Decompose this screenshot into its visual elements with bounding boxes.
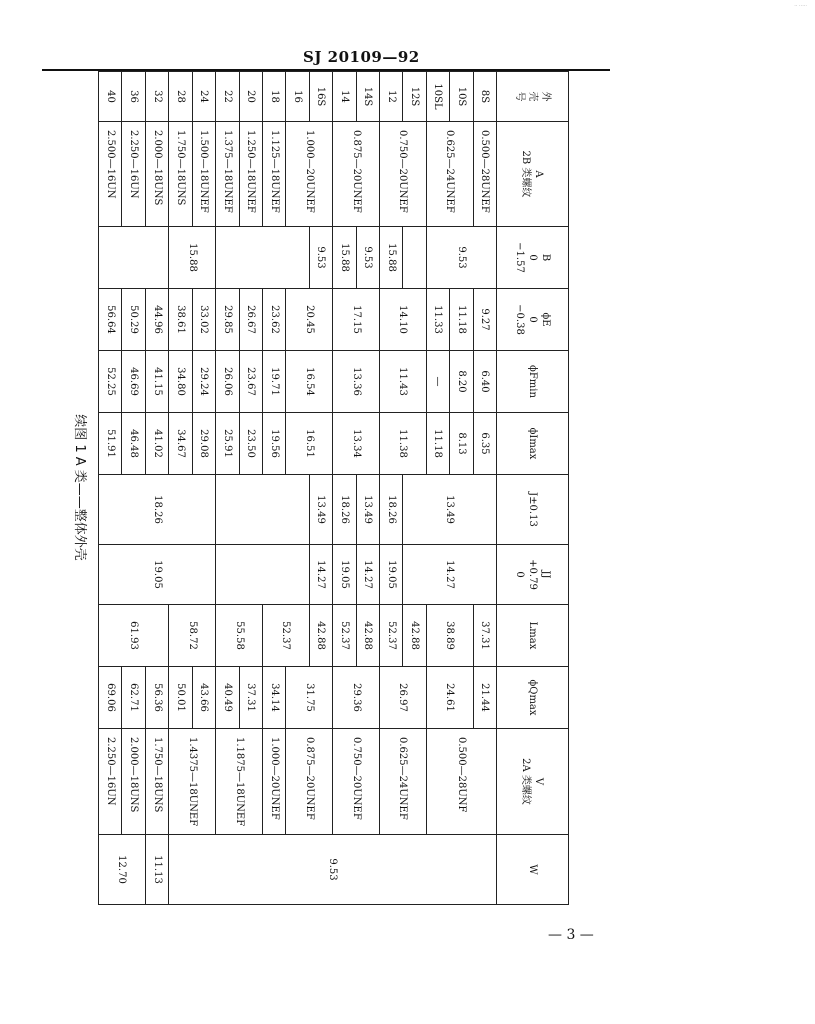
cell-shell: 28 bbox=[169, 72, 192, 122]
cell-w: 11.13 bbox=[145, 835, 168, 905]
cell-shell: 24 bbox=[192, 72, 215, 122]
cell-v: 2.000—18UNS bbox=[122, 729, 145, 835]
cell-l: 42.88 bbox=[356, 605, 379, 667]
cell-shell: 18 bbox=[262, 72, 285, 122]
table-row bbox=[192, 72, 215, 905]
cell-shell: 10S bbox=[450, 72, 473, 122]
cell-shell: 12S bbox=[403, 72, 426, 122]
header-B: B 0 −1.57 bbox=[497, 227, 569, 289]
cell-q: 34.14 bbox=[262, 667, 285, 729]
cell-i: 51.91 bbox=[99, 413, 123, 475]
cell-f: 13.36 bbox=[333, 351, 380, 413]
cell-e: 56.64 bbox=[99, 289, 123, 351]
cell-jj: 14.27 bbox=[356, 545, 379, 605]
table-row bbox=[356, 72, 379, 905]
cell-q: 56.36 bbox=[145, 667, 168, 729]
header-Qmax: ϕQmax bbox=[497, 667, 569, 729]
cell-l: 52.37 bbox=[333, 605, 356, 667]
cell-v: 0.875—20UNEF bbox=[286, 729, 333, 835]
cell-f: 29.24 bbox=[192, 351, 215, 413]
cell-shell: 32 bbox=[145, 72, 168, 122]
header-JJ: JJ +0.79 0 bbox=[497, 545, 569, 605]
cell-b: 9.53 bbox=[309, 227, 332, 289]
page-number: — 3 — bbox=[548, 927, 594, 943]
cell-q: 40.49 bbox=[216, 667, 239, 729]
cell-e: 11.18 bbox=[450, 289, 473, 351]
cell-jj: 14.27 bbox=[403, 545, 497, 605]
cell-i: 11.18 bbox=[426, 413, 449, 475]
cell-v: 0.625—24UNEF bbox=[379, 729, 426, 835]
cell-e: 26.67 bbox=[239, 289, 262, 351]
cell-f: 23.67 bbox=[239, 351, 262, 413]
corner-mark: ·· ····· bbox=[794, 3, 807, 9]
cell-l: 38.89 bbox=[426, 605, 473, 667]
cell-j: 18.26 bbox=[99, 475, 216, 545]
cell-i: 29.08 bbox=[192, 413, 215, 475]
cell-e: 14.10 bbox=[379, 289, 426, 351]
cell-a: 2.500—16UN bbox=[99, 122, 123, 227]
header-row bbox=[497, 72, 569, 905]
cell-v: 1.1875—18UNEF bbox=[216, 729, 263, 835]
cell-shell: 22 bbox=[216, 72, 239, 122]
cell-i: 13.34 bbox=[333, 413, 380, 475]
cell-l: 52.37 bbox=[379, 605, 402, 667]
rotated-table-wrapper bbox=[59, 71, 569, 904]
cell-a: 1.500—18UNEF bbox=[192, 122, 215, 227]
cell-jj: 19.05 bbox=[333, 545, 356, 605]
cell-v: 1.4375—18UNEF bbox=[169, 729, 216, 835]
cell-i: 8.13 bbox=[450, 413, 473, 475]
cell-j: 13.49 bbox=[309, 475, 332, 545]
header-E: ϕE 0 −0.38 bbox=[497, 289, 569, 351]
cell-e: 11.33 bbox=[426, 289, 449, 351]
cell-shell: 40 bbox=[99, 72, 123, 122]
cell-shell: 16 bbox=[286, 72, 309, 122]
cell-j: 13.49 bbox=[356, 475, 379, 545]
cell-i: 16.51 bbox=[286, 413, 333, 475]
header-A: A 2B 类螺纹 bbox=[497, 122, 569, 227]
cell-e: 23.62 bbox=[262, 289, 285, 351]
cell-f: 26.06 bbox=[216, 351, 239, 413]
cell-l: 61.93 bbox=[99, 605, 169, 667]
cell-e: 50.29 bbox=[122, 289, 145, 351]
cell-a: 1.125—18UNEF bbox=[262, 122, 285, 227]
cell-l: 55.58 bbox=[216, 605, 263, 667]
cell-a: 1.375—18UNEF bbox=[216, 122, 239, 227]
cell-jj bbox=[216, 545, 310, 605]
cell-f: 16.54 bbox=[286, 351, 333, 413]
cell-a: 2.250—16UN bbox=[122, 122, 145, 227]
cell-l: 58.72 bbox=[169, 605, 216, 667]
cell-j: 18.26 bbox=[333, 475, 356, 545]
cell-a: 0.500—28UNEF bbox=[473, 122, 496, 227]
cell-shell: 8S bbox=[473, 72, 496, 122]
cell-f: 52.25 bbox=[99, 351, 123, 413]
cell-l: 52.37 bbox=[262, 605, 309, 667]
table-row bbox=[309, 72, 332, 905]
cell-e: 29.85 bbox=[216, 289, 239, 351]
cell-a: 0.750—20UNEF bbox=[379, 122, 426, 227]
cell-q: 21.44 bbox=[473, 667, 496, 729]
header-W: W bbox=[497, 835, 569, 905]
cell-w: 9.53 bbox=[169, 835, 497, 905]
cell-a: 1.750—18UNS bbox=[169, 122, 192, 227]
cell-a: 0.875—20UNEF bbox=[333, 122, 380, 227]
cell-shell: 20 bbox=[239, 72, 262, 122]
cell-q: 29.36 bbox=[333, 667, 380, 729]
cell-f: 41.15 bbox=[145, 351, 168, 413]
cell-a: 2.000—18UNS bbox=[145, 122, 168, 227]
cell-i: 34.67 bbox=[169, 413, 192, 475]
cell-a: 1.000—20UNEF bbox=[286, 122, 333, 227]
cell-q: 26.97 bbox=[379, 667, 426, 729]
header-shell: 外 壳 号 bbox=[497, 72, 569, 122]
header-Imax: ϕImax bbox=[497, 413, 569, 475]
cell-b bbox=[216, 227, 310, 289]
cell-l: 42.88 bbox=[309, 605, 332, 667]
cell-q: 31.75 bbox=[286, 667, 333, 729]
cell-e: 44.96 bbox=[145, 289, 168, 351]
cell-shell: 14 bbox=[333, 72, 356, 122]
cell-i: 6.35 bbox=[473, 413, 496, 475]
cell-shell: 14S bbox=[356, 72, 379, 122]
header-Lmax: Lmax bbox=[497, 605, 569, 667]
cell-q: 43.66 bbox=[192, 667, 215, 729]
cell-l: 42.88 bbox=[403, 605, 426, 667]
header-J: J±0.13 bbox=[497, 475, 569, 545]
cell-f: 46.69 bbox=[122, 351, 145, 413]
header-V: V 2A 类螺纹 bbox=[497, 729, 569, 835]
cell-e: 20.45 bbox=[286, 289, 333, 351]
dimension-table bbox=[98, 71, 569, 905]
cell-b bbox=[99, 227, 169, 289]
cell-b: 9.53 bbox=[426, 227, 496, 289]
cell-v: 1.750—18UNS bbox=[145, 729, 168, 835]
cell-q: 62.71 bbox=[122, 667, 145, 729]
cell-j bbox=[216, 475, 310, 545]
cell-v: 0.500—28UNF bbox=[426, 729, 496, 835]
cell-j: 13.49 bbox=[403, 475, 497, 545]
document-id: SJ 20109—92 bbox=[303, 48, 420, 66]
cell-a: 1.250—18UNEF bbox=[239, 122, 262, 227]
cell-shell: 16S bbox=[309, 72, 332, 122]
cell-shell: 36 bbox=[122, 72, 145, 122]
cell-l: 37.31 bbox=[473, 605, 496, 667]
cell-b: 15.88 bbox=[379, 227, 402, 289]
cell-i: 46.48 bbox=[122, 413, 145, 475]
cell-jj: 19.05 bbox=[99, 545, 216, 605]
cell-e: 17.15 bbox=[333, 289, 380, 351]
cell-v: 2.250—16UN bbox=[99, 729, 123, 835]
cell-i: 41.02 bbox=[145, 413, 168, 475]
cell-v: 0.750—20UNEF bbox=[333, 729, 380, 835]
figure-caption: 续图 1 A 类——整体外壳 bbox=[72, 414, 87, 561]
cell-e: 33.02 bbox=[192, 289, 215, 351]
table-row bbox=[473, 72, 496, 905]
cell-f: 8.20 bbox=[450, 351, 473, 413]
cell-q: 50.01 bbox=[169, 667, 192, 729]
header-Fmin: ϕFmin bbox=[497, 351, 569, 413]
cell-f: 34.80 bbox=[169, 351, 192, 413]
cell-v: 1.000—20UNEF bbox=[262, 729, 285, 835]
cell-w: 12.70 bbox=[99, 835, 146, 905]
cell-b: 15.88 bbox=[333, 227, 356, 289]
cell-q: 24.61 bbox=[426, 667, 473, 729]
cell-i: 19.56 bbox=[262, 413, 285, 475]
cell-f: 11.43 bbox=[379, 351, 426, 413]
cell-f: — bbox=[426, 351, 449, 413]
cell-shell: 10SL bbox=[426, 72, 449, 122]
cell-i: 25.91 bbox=[216, 413, 239, 475]
cell-q: 37.31 bbox=[239, 667, 262, 729]
cell-f: 19.71 bbox=[262, 351, 285, 413]
cell-jj: 19.05 bbox=[379, 545, 402, 605]
cell-b: 9.53 bbox=[356, 227, 379, 289]
cell-e: 38.61 bbox=[169, 289, 192, 351]
cell-e: 9.27 bbox=[473, 289, 496, 351]
cell-b: 15.88 bbox=[169, 227, 216, 289]
cell-i: 23.50 bbox=[239, 413, 262, 475]
cell-a: 0.625—24UNEF bbox=[426, 122, 473, 227]
cell-jj: 14.27 bbox=[309, 545, 332, 605]
cell-f: 6.40 bbox=[473, 351, 496, 413]
cell-j: 18.26 bbox=[379, 475, 402, 545]
cell-i: 11.38 bbox=[379, 413, 426, 475]
cell-q: 69.06 bbox=[99, 667, 123, 729]
cell-shell: 12 bbox=[379, 72, 402, 122]
cell-b bbox=[403, 227, 426, 289]
